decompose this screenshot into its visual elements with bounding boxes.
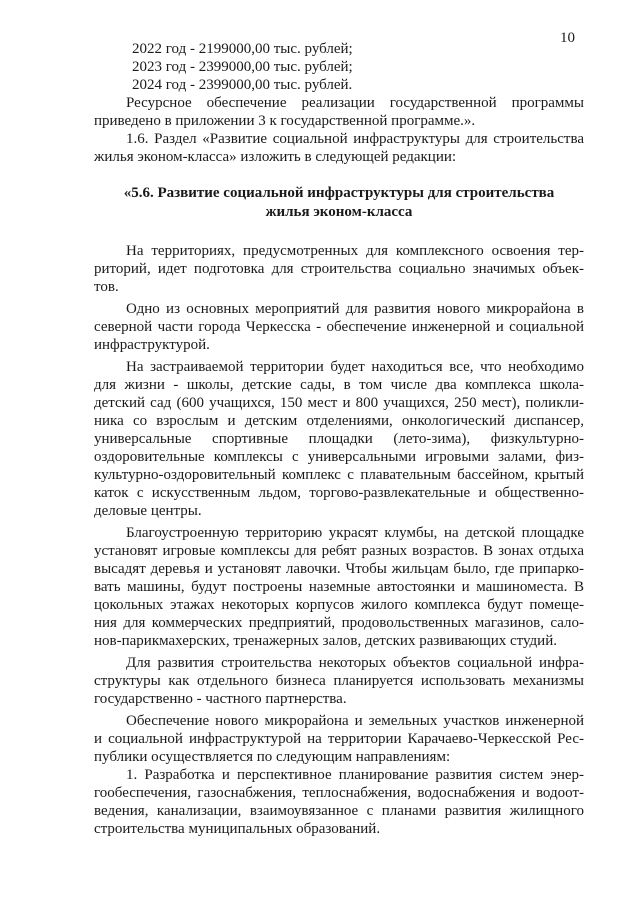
text-line: каток с искусственным льдом, торгово-развлекательные и общественно- xyxy=(94,485,584,501)
text-line: инфраструктурой. xyxy=(94,337,210,353)
text-line: приведено в приложении 3 к государственной программе.». xyxy=(94,113,476,129)
budget-list xyxy=(94,40,584,94)
text-line: тов. xyxy=(94,279,119,295)
budget-line: 2023 год - 2399000,00 тыс. рублей; xyxy=(132,59,353,75)
text-line: 1.6. Раздел «Развитие социальной инфраструктуры для строительства xyxy=(126,131,584,147)
paragraph-item-1 xyxy=(94,766,584,838)
text-line: На застраиваемой территории будет находиться все, что необходимо xyxy=(126,359,584,375)
text-line: Ресурсное обеспечение реализации государственной программы xyxy=(126,95,584,111)
text-line: оздоровительные комплексы с универсальными игровыми залами, физ- xyxy=(94,449,584,465)
text-line: риторий, идет подготовка для строительства социально значимых объек- xyxy=(94,261,584,277)
resource-paragraph xyxy=(94,94,584,130)
text-line: гообеспечения, газоснабжения, теплоснабжения, водоснабжения и водоот- xyxy=(94,785,584,801)
text-line: высадят деревья и установят лавочки. Чтобы жильцам было, где припарко- xyxy=(94,561,584,577)
paragraph-built-territory xyxy=(94,358,584,520)
text-line: северной части города Черкесска - обеспечение инженерной и социальной xyxy=(94,319,584,335)
text-line: ника со взрослым и детским отделениями, онкологический диспансер, xyxy=(94,413,584,429)
text-line: структуры как отдельного бизнеса планируется использовать механизмы xyxy=(94,673,584,689)
section-heading xyxy=(94,184,584,222)
budget-line: 2022 год - 2199000,00 тыс. рублей; xyxy=(132,41,353,57)
page-number: 10 xyxy=(560,30,575,46)
budget-line: 2024 год - 2399000,00 тыс. рублей. xyxy=(132,77,353,93)
amendment-paragraph xyxy=(94,130,584,166)
document-body xyxy=(94,40,584,838)
heading-line: жилья эконом-класса xyxy=(265,204,413,220)
text-line: для жизни - школы, детские сады, в том числе два комплекса школа- xyxy=(94,377,584,393)
text-line: универсальные спортивные площадки (лето-зима), физкультурно- xyxy=(94,431,584,447)
text-line: деловые центры. xyxy=(94,503,202,519)
text-line: детский сад (600 учащихся, 150 мест и 800 учащихся, 250 мест), поликли- xyxy=(94,395,584,411)
text-line: цокольных этажах некоторых корпусов жилого комплекса будут помеще- xyxy=(94,597,584,613)
text-line: Одно из основных мероприятий для развития нового микрорайона в xyxy=(126,301,584,317)
paragraph-main-activity xyxy=(94,300,584,354)
text-line: 1. Разработка и перспективное планирование развития систем энер- xyxy=(126,767,584,783)
text-line: Благоустроенную территорию украсят клумбы, на детской площадке xyxy=(126,525,584,541)
text-line: Обеспечение нового микрорайона и земельных участков инженерной xyxy=(126,713,584,729)
text-line: ния для коммерческих предприятий, продовольственных магазинов, сало- xyxy=(94,615,584,631)
text-line: культурно-оздоровительный комплекс с плавательным бассейном, крытый xyxy=(94,467,584,483)
text-line: строительства муниципальных образований. xyxy=(94,821,381,837)
text-line: и социальной инфраструктурой на территории Карачаево-Черкесской Рес- xyxy=(94,731,584,747)
paragraph-landscaping xyxy=(94,524,584,650)
text-line: Для развития строительства некоторых объектов социальной инфра- xyxy=(126,655,584,671)
paragraph-provision xyxy=(94,712,584,766)
text-line: государственно - частного партнерства. xyxy=(94,691,347,707)
text-line: нов-парикмахерских, тренажерных залов, детских развивающих студий. xyxy=(94,633,557,649)
text-line: ведения, канализации, взаимоувязанное с планами развития жилищного xyxy=(94,803,584,819)
paragraph-partnership xyxy=(94,654,584,708)
text-line: установят игровые комплексы для ребят разных возрастов. В зонах отдыха xyxy=(94,543,584,559)
paragraph-territories xyxy=(94,242,584,296)
heading-line: «5.6. Развитие социальной инфраструктуры для строительства xyxy=(123,185,555,201)
text-line: На территориях, предусмотренных для комплексного освоения тер- xyxy=(126,243,584,259)
text-line: жилья эконом-класса» изложить в следующей редакции: xyxy=(94,149,457,165)
text-line: вать машины, будут построены наземные автостоянки и машиноместа. В xyxy=(94,579,584,595)
text-line: публики осуществляется по следующим направлениям: xyxy=(94,749,451,765)
